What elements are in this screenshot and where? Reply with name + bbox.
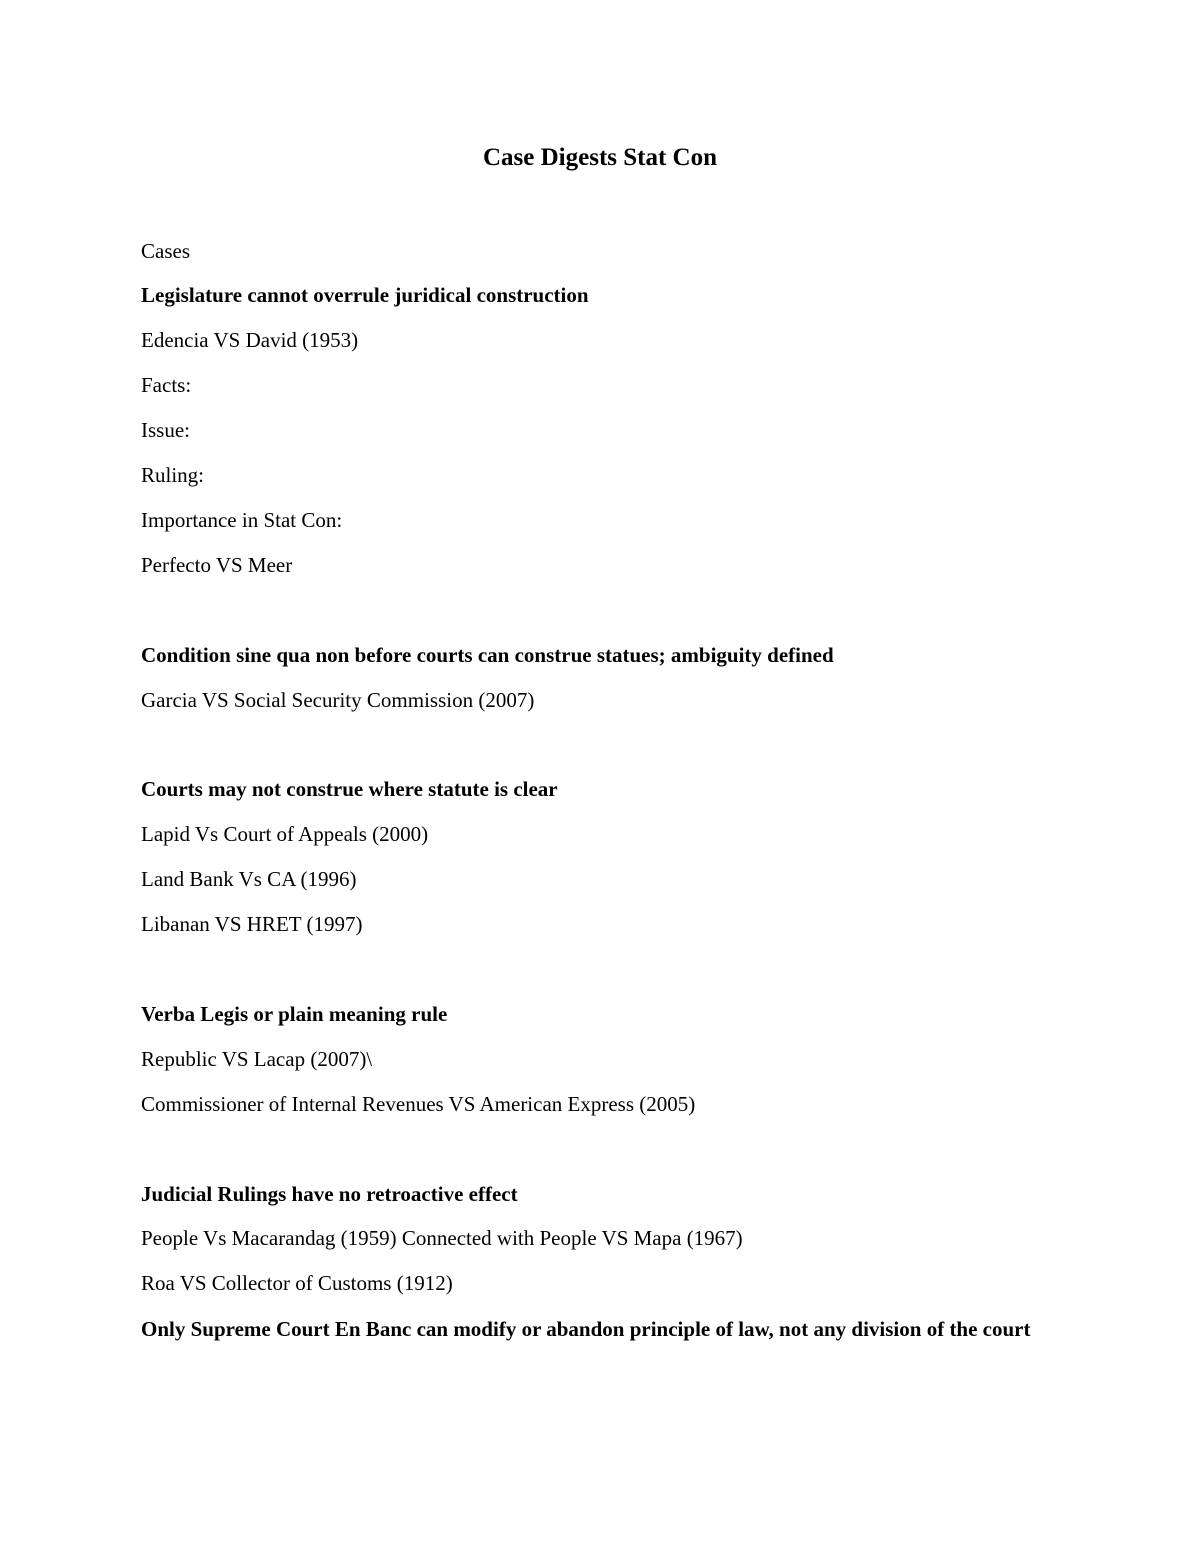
- section-label-cases: Cases: [141, 239, 190, 263]
- section-heading: Judicial Rulings have no retroactive effect: [141, 1182, 518, 1206]
- document-title: Case Digests Stat Con: [482, 144, 718, 171]
- section-heading: Courts may not construe where statute is clear: [141, 777, 558, 801]
- case-entry: Land Bank Vs CA (1996): [141, 867, 357, 891]
- field-label-ruling: Ruling:: [141, 463, 205, 487]
- section-heading: Only Supreme Court En Banc can modify or abandon principle of law, not any division of the court: [141, 1317, 1031, 1341]
- case-entry: People Vs Macarandag (1959) Connected with People VS Mapa (1967): [141, 1226, 743, 1250]
- section-heading: Condition sine qua non before courts can construe statues; ambiguity defined: [141, 643, 834, 667]
- case-entry: Edencia VS David (1953): [141, 328, 359, 352]
- case-entry: Lapid Vs Court of Appeals (2000): [141, 822, 429, 846]
- case-entry: Perfecto VS Meer: [141, 553, 293, 577]
- case-entry: Roa VS Collector of Customs (1912): [141, 1271, 453, 1295]
- case-entry: Libanan VS HRET (1997): [141, 912, 363, 936]
- case-entry: Garcia VS Social Security Commission (2007): [141, 688, 535, 712]
- case-entry: Republic VS Lacap (2007)\: [141, 1047, 373, 1071]
- field-label-facts: Facts:: [141, 373, 192, 397]
- field-label-issue: Issue:: [141, 418, 190, 442]
- section-heading: Legislature cannot overrule juridical construction: [141, 283, 589, 307]
- section-heading: Verba Legis or plain meaning rule: [141, 1002, 448, 1026]
- case-entry: Commissioner of Internal Revenues VS American Express (2005): [141, 1092, 696, 1116]
- field-label-importance: Importance in Stat Con:: [141, 508, 343, 532]
